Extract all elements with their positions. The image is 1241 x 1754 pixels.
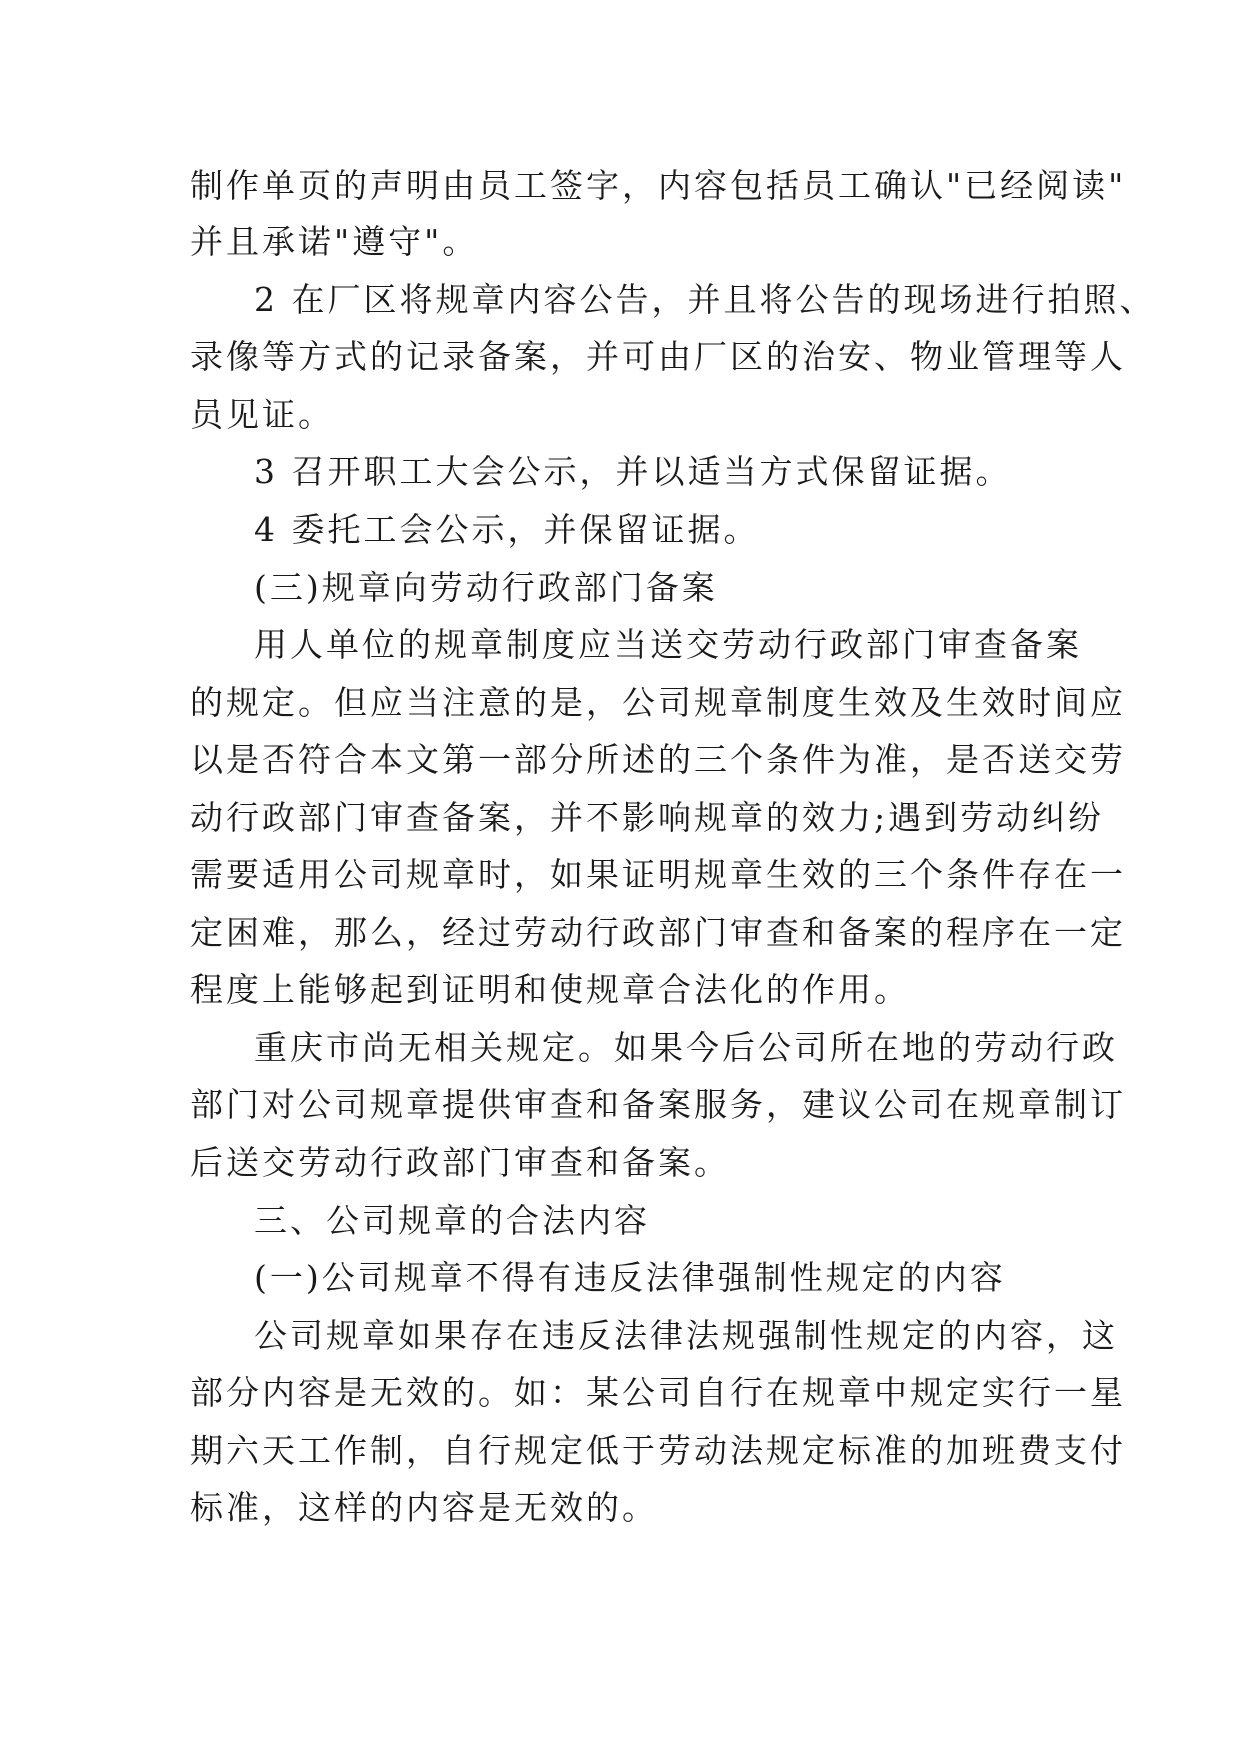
text-line: 的规定。但应当注意的是，公司规章制度生效及生效时间应	[190, 683, 1126, 722]
text-line: 部分内容是无效的。如：某公司自行在规章中规定实行一星	[190, 1373, 1126, 1412]
text-line: 录像等方式的记录备案，并可由厂区的治安、物业管理等人	[190, 337, 1126, 376]
text-line: 动行政部门审查备案，并不影响规章的效力;遇到劳动纠纷	[190, 798, 1105, 837]
text-line: 用人单位的规章制度应当送交劳动行政部门审查备案	[254, 625, 1082, 664]
text-line: 部门对公司规章提供审查和备案服务，建议公司在规章制订	[190, 1085, 1126, 1124]
text-line: 制作单页的声明由员工签字，内容包括员工确认"已经阅读"	[190, 166, 1127, 205]
text-line: 期六天工作制，自行规定低于劳动法规定标准的加班费支付	[190, 1431, 1126, 1470]
section-heading: (三)规章向劳动行政部门备案	[254, 568, 718, 607]
text-line: 标准，这样的内容是无效的。	[190, 1488, 658, 1527]
text-line: 定困难，那么，经过劳动行政部门审查和备案的程序在一定	[190, 913, 1126, 952]
text-line: 以是否符合本文第一部分所述的三个条件为准，是否送交劳	[190, 740, 1126, 779]
text-line: 需要适用公司规章时，如果证明规章生效的三个条件存在一	[190, 855, 1126, 894]
text-line: 员见证。	[190, 395, 334, 434]
text-line: 4 委托工会公示，并保留证据。	[254, 510, 760, 549]
text-line: 2 在厂区将规章内容公告，并且将公告的现场进行拍照、	[254, 280, 1156, 319]
section-heading: 三、公司规章的合法内容	[254, 1201, 650, 1240]
text-line: 公司规章如果存在违反法律法规强制性规定的内容，这	[254, 1316, 1118, 1355]
text-line: 后送交劳动行政部门审查和备案。	[190, 1143, 730, 1182]
text-line: 程度上能够起到证明和使规章合法化的作用。	[190, 970, 910, 1009]
text-line: 3 召开职工大会公示，并以适当方式保留证据。	[254, 452, 1012, 491]
text-line: 重庆市尚无相关规定。如果今后公司所在地的劳动行政	[254, 1028, 1118, 1067]
text-line: 并且承诺"遵守"。	[190, 222, 479, 261]
section-heading: (一)公司规章不得有违反法律强制性规定的内容	[254, 1258, 1006, 1297]
